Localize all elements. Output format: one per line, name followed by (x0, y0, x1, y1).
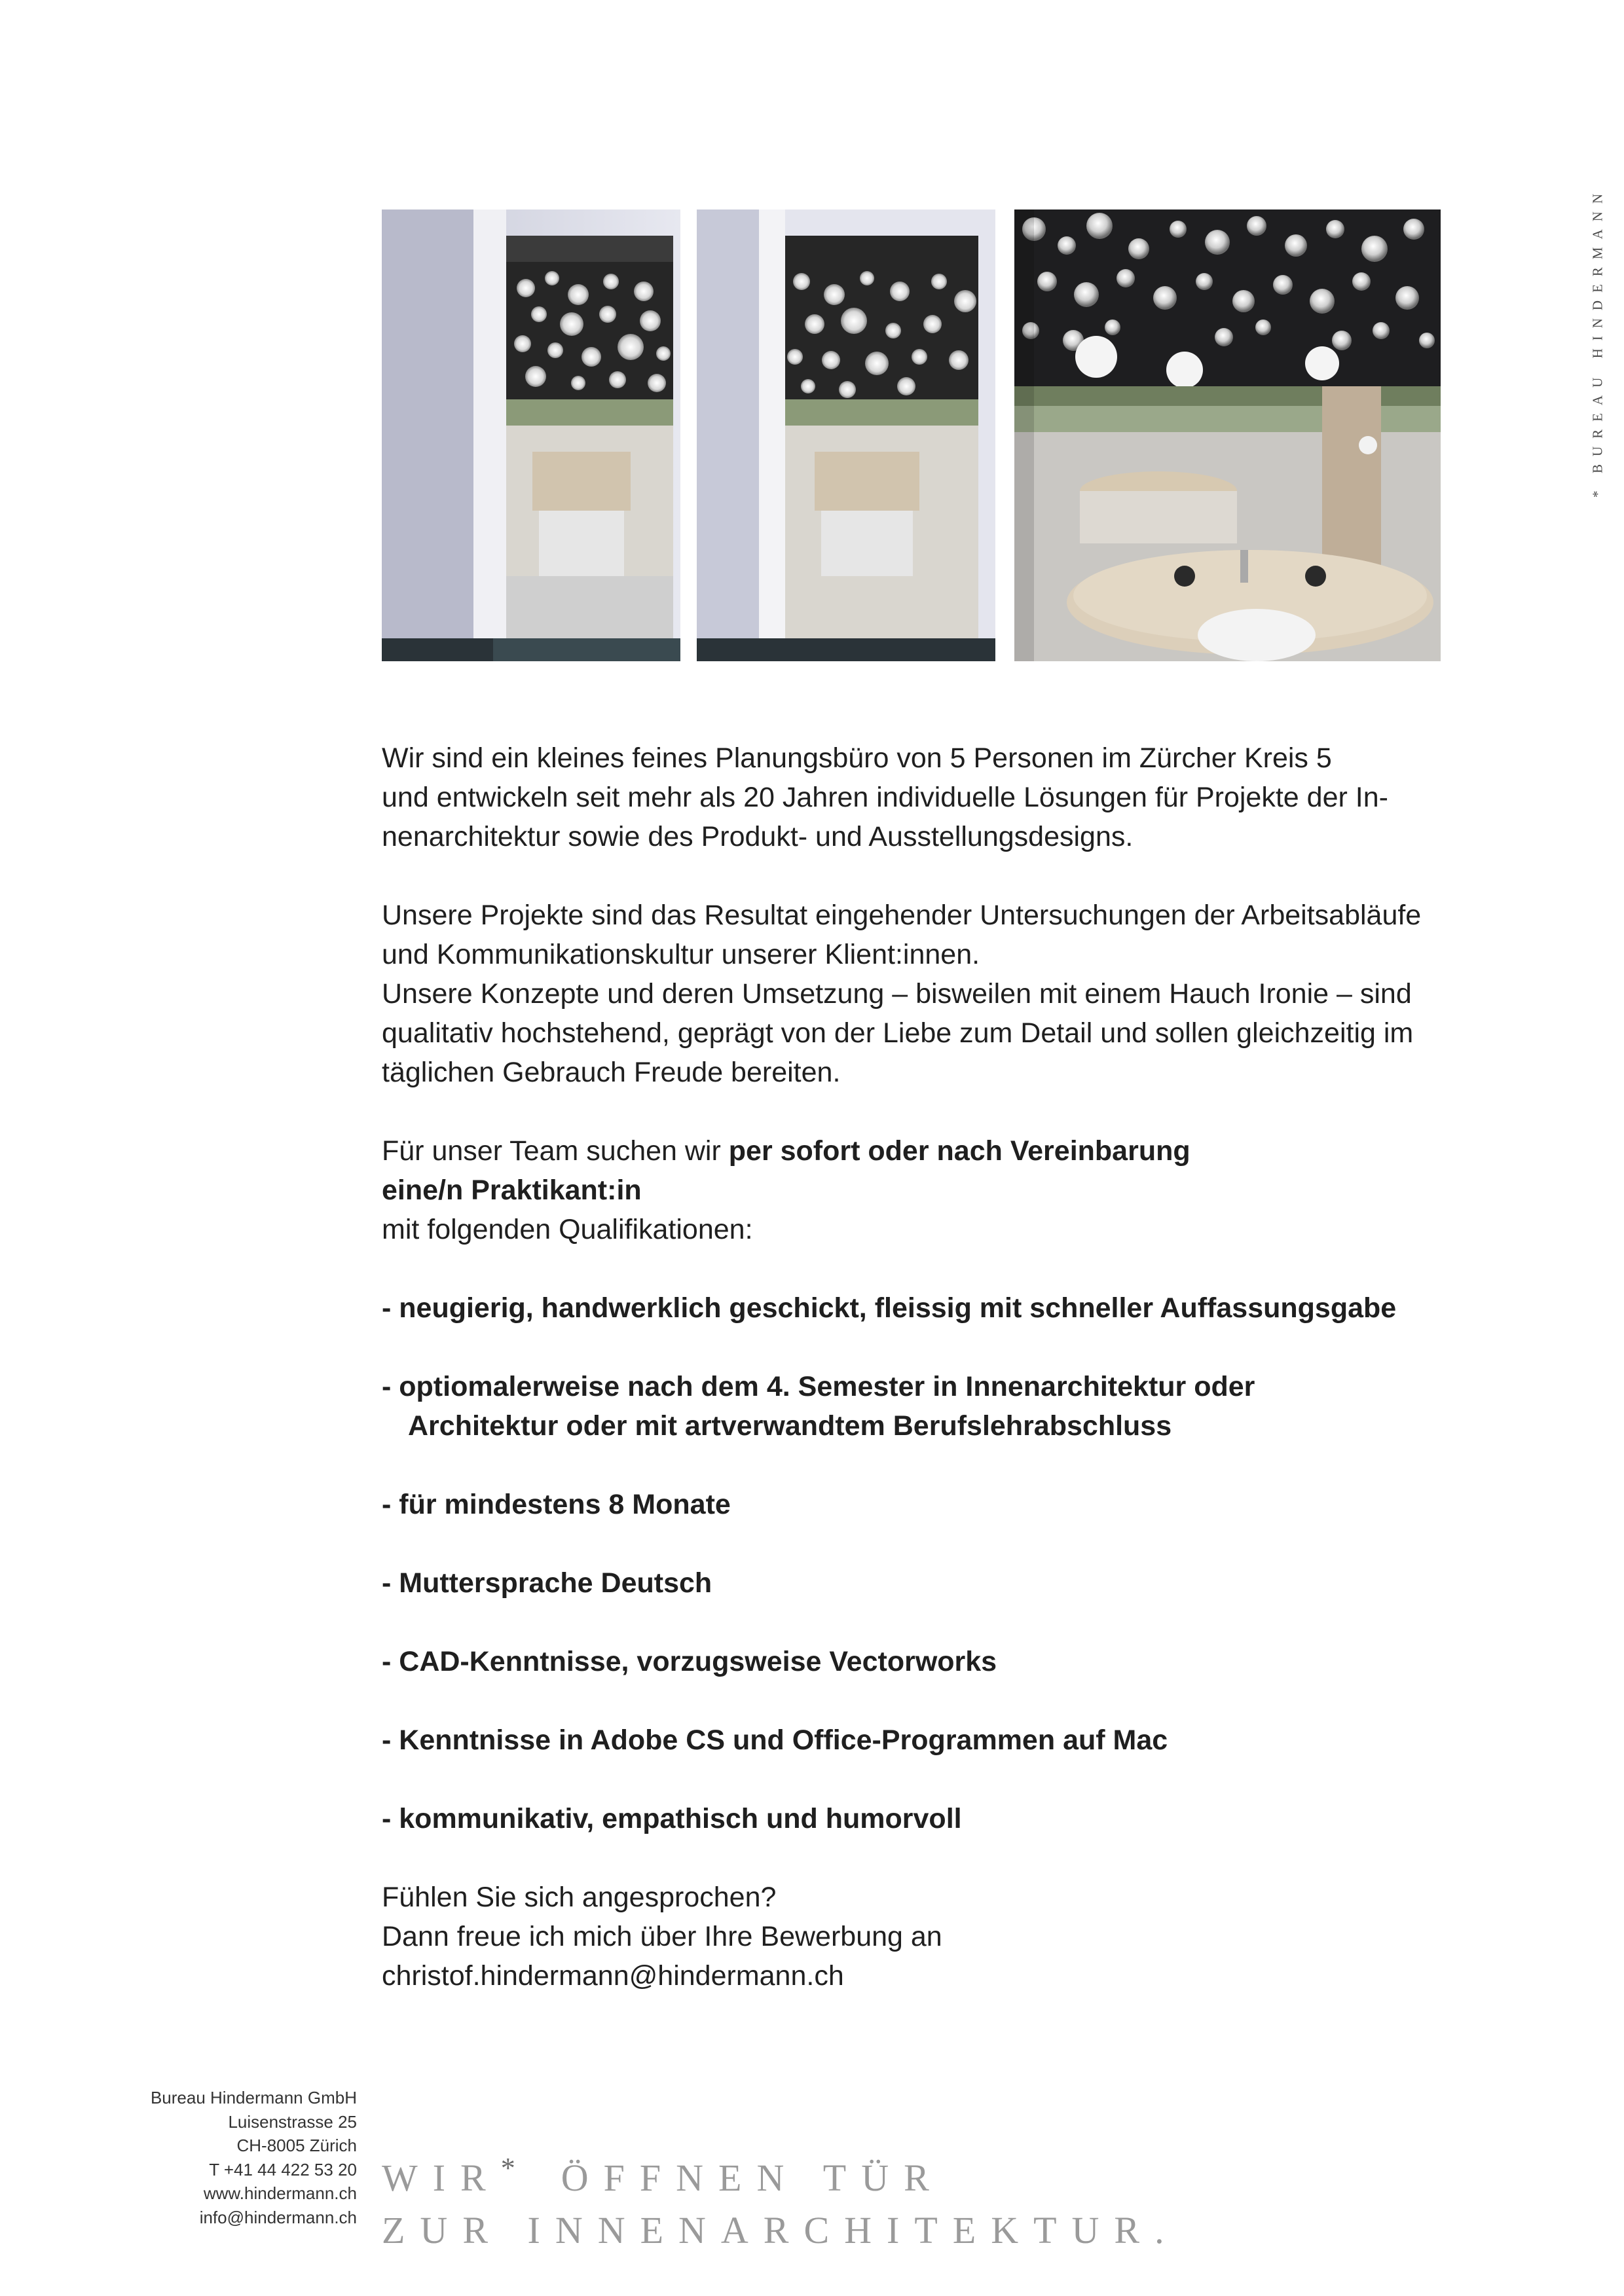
slogan-star: * (500, 2152, 515, 2184)
philosophy-paragraph (382, 896, 1495, 1092)
philosophy-line: und Kommunikationskultur unserer Klient:innen. (382, 939, 980, 970)
city: CH-8005 Zürich (236, 2136, 357, 2155)
closing-paragraph (382, 1878, 1495, 1995)
closing-line: Dann freue ich mich über Ihre Bewerbung an (382, 1921, 942, 1952)
offer-lead-bold: per sofort oder nach Vereinbarung (728, 1135, 1190, 1167)
intro-paragraph (382, 738, 1495, 856)
intro-line: Wir sind ein kleines feines Planungsbüro von 5 Personen im Zürcher Kreis 5 (382, 742, 1332, 774)
position-title: eine/n Praktikant:in (382, 1175, 642, 1206)
philosophy-line: Unsere Projekte sind das Resultat eingehender Untersuchungen der Arbeitsabläufe (382, 900, 1422, 931)
brand-vertical-text: BUREAU HINDERMANN (1589, 186, 1606, 474)
offer-lead-line (382, 1131, 1495, 1171)
requirement-line: - optiomalerweise nach dem 4. Semester in Innenarchitektur oder (382, 1371, 1255, 1402)
closing-line: Fühlen Sie sich angesprochen? (382, 1882, 777, 1913)
requirement-item: - für mindestens 8 Monate (382, 1489, 731, 1520)
company-name: Bureau Hindermann GmbH (150, 2088, 357, 2107)
requirement-item: - Muttersprache Deutsch (382, 1567, 712, 1599)
interior-door-photo-icon (382, 210, 680, 661)
requirement-item: - kommunikativ, empathisch und humorvoll (382, 1803, 962, 1834)
philosophy-line: qualitativ hochstehend, geprägt von der Liebe zum Detail und sollen gleichzeitig im (382, 1017, 1414, 1049)
offer-tail: mit folgenden Qualifikationen: (382, 1214, 753, 1245)
slogan (382, 2142, 1179, 2257)
street: Luisenstrasse 25 (228, 2111, 357, 2132)
requirement-item: - CAD-Kenntnisse, vorzugsweise Vectorworks (382, 1646, 997, 1677)
slogan-word-wir: WIR (382, 2157, 501, 2199)
requirements-list (382, 1288, 1495, 1838)
interior-door-photo-icon (697, 210, 995, 661)
philosophy-line: Unsere Konzepte und deren Umsetzung – bisweilen mit einem Hauch Ironie – sind (382, 978, 1412, 1010)
washroom-globes-photo (1014, 210, 1441, 661)
interior-door-photo-1 (382, 210, 680, 661)
company-address (95, 2086, 357, 2229)
offer-paragraph (382, 1131, 1495, 1249)
philosophy-line: täglichen Gebrauch Freude bereiten. (382, 1057, 841, 1088)
requirement-item (382, 1367, 1495, 1446)
contact-email[interactable]: christof.hindermann@hindermann.ch (382, 1960, 844, 1992)
brand-vertical (1585, 186, 1611, 498)
website-link[interactable]: www.hindermann.ch (203, 2183, 357, 2203)
interior-door-photo-2 (697, 210, 995, 661)
offer-lead: Für unser Team suchen wir (382, 1135, 729, 1167)
brand-vertical-star: * (1589, 483, 1606, 498)
slogan-line-1 (382, 2142, 1179, 2204)
requirement-item: - Kenntnisse in Adobe CS und Office-Programmen auf Mac (382, 1724, 1168, 1756)
job-posting-body (382, 738, 1495, 1995)
email-link[interactable]: info@hindermann.ch (199, 2207, 357, 2227)
slogan-text: ÖFFNEN TÜR (561, 2157, 944, 2199)
phone: T +41 44 422 53 20 (209, 2159, 357, 2179)
requirement-item: - neugierig, handwerklich geschickt, fleissig mit schneller Auffassungsgabe (382, 1292, 1397, 1324)
requirement-line-continued: Architektur oder mit artverwandtem Berufslehrabschluss (408, 1410, 1172, 1442)
washroom-globes-photo-icon (1014, 210, 1441, 661)
slogan-line-2: ZUR INNENARCHITEKTUR. (382, 2209, 1179, 2251)
intro-line: und entwickeln seit mehr als 20 Jahren individuelle Lösungen für Projekte der In- (382, 782, 1388, 813)
intro-line: nenarchitektur sowie des Produkt- und Ausstellungsdesigns. (382, 821, 1134, 852)
